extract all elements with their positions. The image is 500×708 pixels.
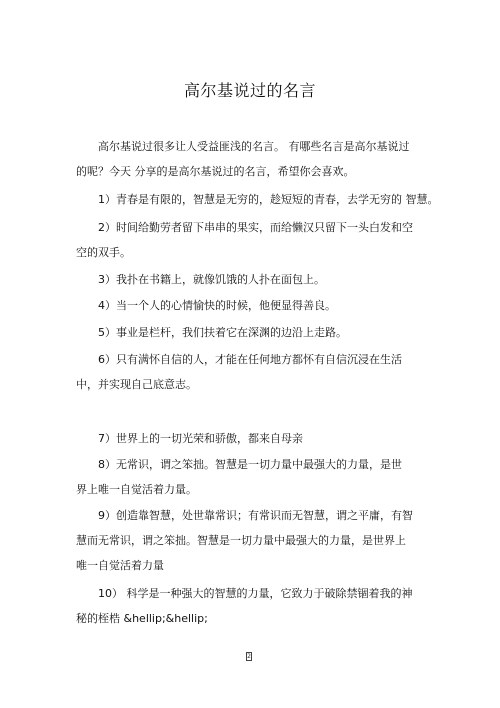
quote-10-line-2: 秘的桎梏 &hellip;&hellip; [76, 612, 208, 625]
quote-8-line-1: 8）无常识，谓之笨拙。智慧是一切力量中最强大的力量，是世 [98, 458, 402, 471]
quote-6-line-1: 6）只有满怀自信的人，才能在任何地方都怀有自信沉浸在生活 [98, 353, 402, 366]
quote-2-line-2: 空的双手。 [76, 246, 131, 259]
quote-8-line-2: 界上唯一自觉活着力量。 [76, 483, 197, 496]
quote-10-line-1: 10） 科学是一种强大的智慧的力量，它致力于破除禁锢着我的神 [98, 587, 413, 600]
quote-1: 1）青春是有限的，智慧是无穷的，趁短短的青春，去学无穷的 智慧。 [98, 193, 439, 206]
quote-9-line-1: 9）创造靠智慧，处世靠常识；有常识而无智慧，谓之平庸，有智 [98, 509, 413, 522]
quote-9-line-2: 慧而无常识，谓之笨拙。智慧是一切力量中最强大的力量，是世界上 [76, 534, 406, 547]
quote-2-line-1: 2）时间给勤劳者留下串串的果实，而给懒汉只留下一头白发和空 [98, 221, 413, 234]
page-number-mark: 2 [247, 653, 251, 660]
intro-line-1: 高尔基说过很多让人受益匪浅的名言。 有哪些名言是高尔基说过 [98, 140, 410, 153]
document-title: 高尔基说过的名言 [183, 81, 316, 100]
quote-7: 7）世界上的一切光荣和骄傲，都来自母亲 [98, 432, 303, 445]
quote-3: 3）我扑在书籍上，就像饥饿的人扑在面包上。 [98, 273, 325, 286]
quote-5: 5）事业是栏杆，我们扶着它在深渊的边沿上走路。 [98, 326, 347, 339]
quote-9-line-3: 唯一自觉活着力量 [76, 559, 164, 572]
quote-4: 4）当一个人的心情愉快的时候，他便显得善良。 [98, 299, 336, 312]
quote-6-line-2: 中，并实现自己底意志。 [76, 378, 197, 391]
intro-line-2: 的呢？今天 分享的是高尔基说过的名言，希望你会喜欢。 [76, 165, 355, 178]
